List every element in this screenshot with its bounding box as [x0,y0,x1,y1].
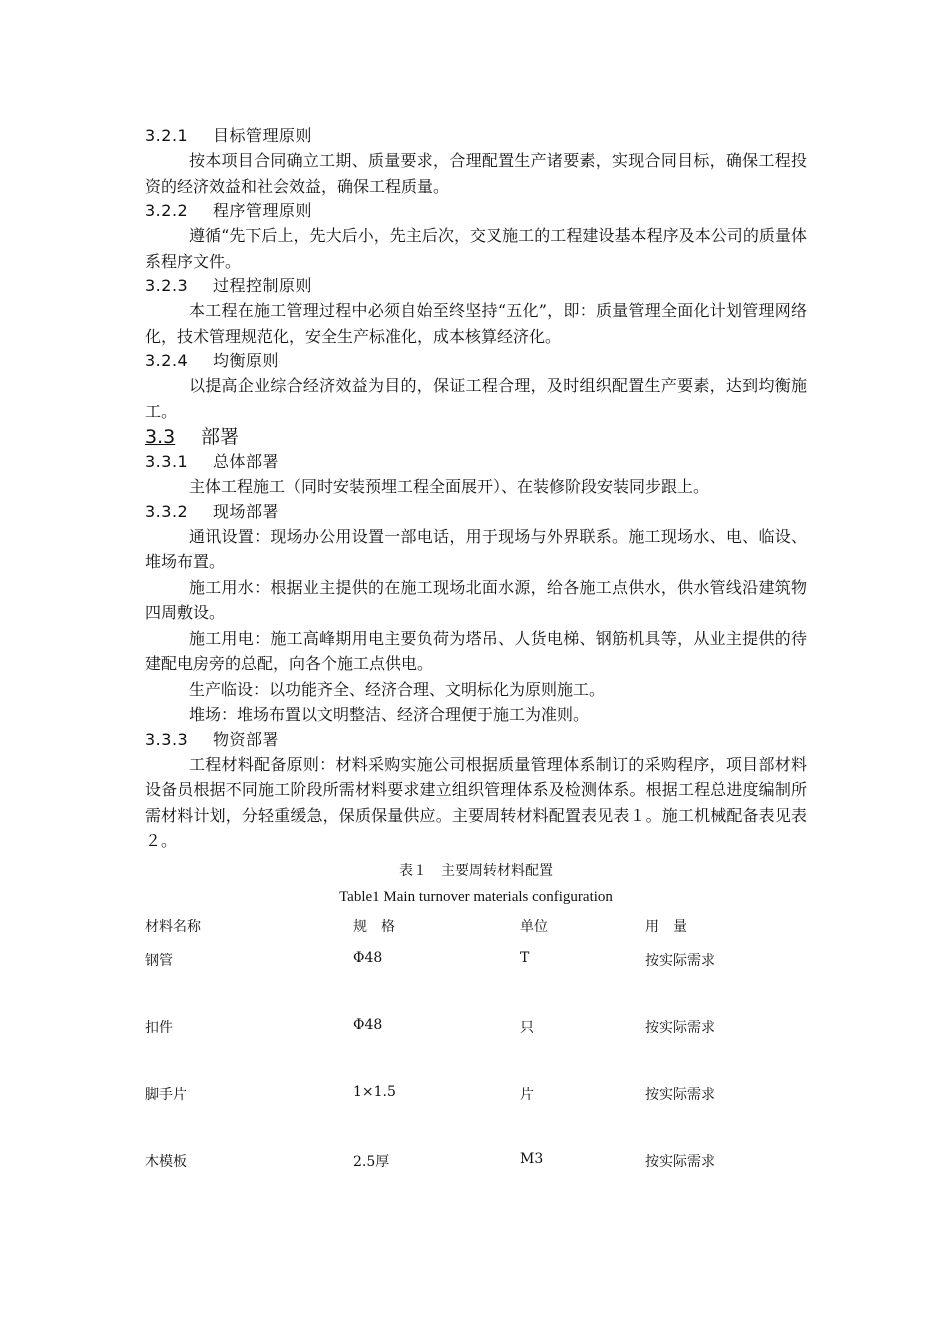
paragraph-3-2-3: 本工程在施工管理过程中必须自始至终坚持“五化”，即：质量管理全面化计划管理网络化，技术管理规范化，安全生产标准化，成本核算经济化。 [145,301,807,346]
section-heading-3-3-2: 3.3.2 现场部署 [145,501,280,521]
table-cell: Φ48 [353,949,383,966]
materials-table [145,916,807,1218]
section-heading-3-3-1: 3.3.1 总体部署 [145,452,280,471]
table-row [145,950,807,1017]
table-cell: 按实际需求 [645,1153,715,1170]
table-cell: 按实际需求 [645,952,715,969]
section-heading-3-2-4: 3.2.4 均衡原则 [145,351,280,370]
table-cell: 扣件 [145,1019,173,1036]
section-heading-3-2-1: 3.2.1 目标管理原则 [145,126,313,145]
paragraph-3-2-1: 按本项目合同确立工期、质量要求，合理配置生产诸要素，实现合同目标，确保工程投资的经济效益和社会效益，确保工程质量。 [145,151,807,196]
table-row [145,1084,807,1151]
paragraph-storage-yard: 堆场：堆场布置以文明整洁、经济合理便于施工为准则。 [189,705,590,724]
paragraph-communication: 通讯设置：现场办公用设置一部电话，用于现场与外界联系。施工现场水、电、临设、堆场布置。 [145,526,807,571]
paragraph-3-2-4: 以提高企业综合经济效益为目的，保证工程合理，及时组织配置生产要素，达到均衡施工。 [145,376,807,421]
table-cell: 1×1.5 [353,1083,396,1100]
table-cell: 2.5厚 [353,1153,390,1170]
section-heading-3-3-3: 3.3.3 物资部署 [145,729,280,749]
table-header-cell: 材料名称 [145,918,201,935]
table-header-row [145,916,807,950]
table-caption-english: Table1 Main turnover materials configuration [339,888,613,905]
table-header-cell: 用 量 [645,918,687,935]
table-cell: Φ48 [353,1016,383,1033]
table-row [145,1151,807,1218]
table-row [145,1017,807,1084]
table-cell: 木模板 [145,1153,187,1170]
paragraph-3-2-2: 遵循“先下后上，先大后小，先主后次，交叉施工的工程建设基本程序及本公司的质量体系程序文件。 [145,226,807,271]
table-header-cell: 单位 [520,918,548,935]
table-cell: 按实际需求 [645,1019,715,1036]
paragraph-3-3-3: 工程材料配备原则：材料采购实施公司根据质量管理体系制订的采购程序，项目部材料设备员根据不同施工阶段所需材料要求建立组织管理体系及检测体系。根据工程总进度编制所需材料计划，分轻重缓急，保质保量供应。主要周转材料配置表见表１。施工机械配备表见表２。 [145,754,807,850]
table-caption: 表１ 主要周转材料配置 [399,862,553,879]
paragraph-water-supply: 施工用水：根据业主提供的在施工现场北面水源，给各施工点供水，供水管线沿建筑物四周敷设。 [145,577,807,622]
paragraph-temporary-facilities: 生产临设：以功能齐全、经济合理、文明标化为原则施工。 [189,679,606,699]
section-heading-3-3: 3.3 部署 [145,426,240,448]
table-cell: 片 [520,1086,534,1103]
table-header-cell: 规 格 [353,918,395,935]
table-cell: M3 [520,1150,544,1167]
paragraph-3-3-1: 主体工程施工（同时安装预埋工程全面展开）、在装修阶段安装同步跟上。 [189,477,710,496]
table-cell: 钢管 [145,952,173,969]
section-heading-3-2-2: 3.2.2 程序管理原则 [145,201,313,220]
table-cell: 只 [520,1019,534,1036]
document-page [145,124,807,1218]
table-cell: T [520,949,530,966]
table-cell: 按实际需求 [645,1086,715,1103]
table-cell: 脚手片 [145,1086,187,1103]
paragraph-power-supply: 施工用电：施工高峰期用电主要负荷为塔吊、人货电梯、钢筋机具等，从业主提供的待建配电房旁的总配，向各个施工点供电。 [145,628,807,673]
section-heading-3-2-3: 3.2.3 过程控制原则 [145,276,313,295]
